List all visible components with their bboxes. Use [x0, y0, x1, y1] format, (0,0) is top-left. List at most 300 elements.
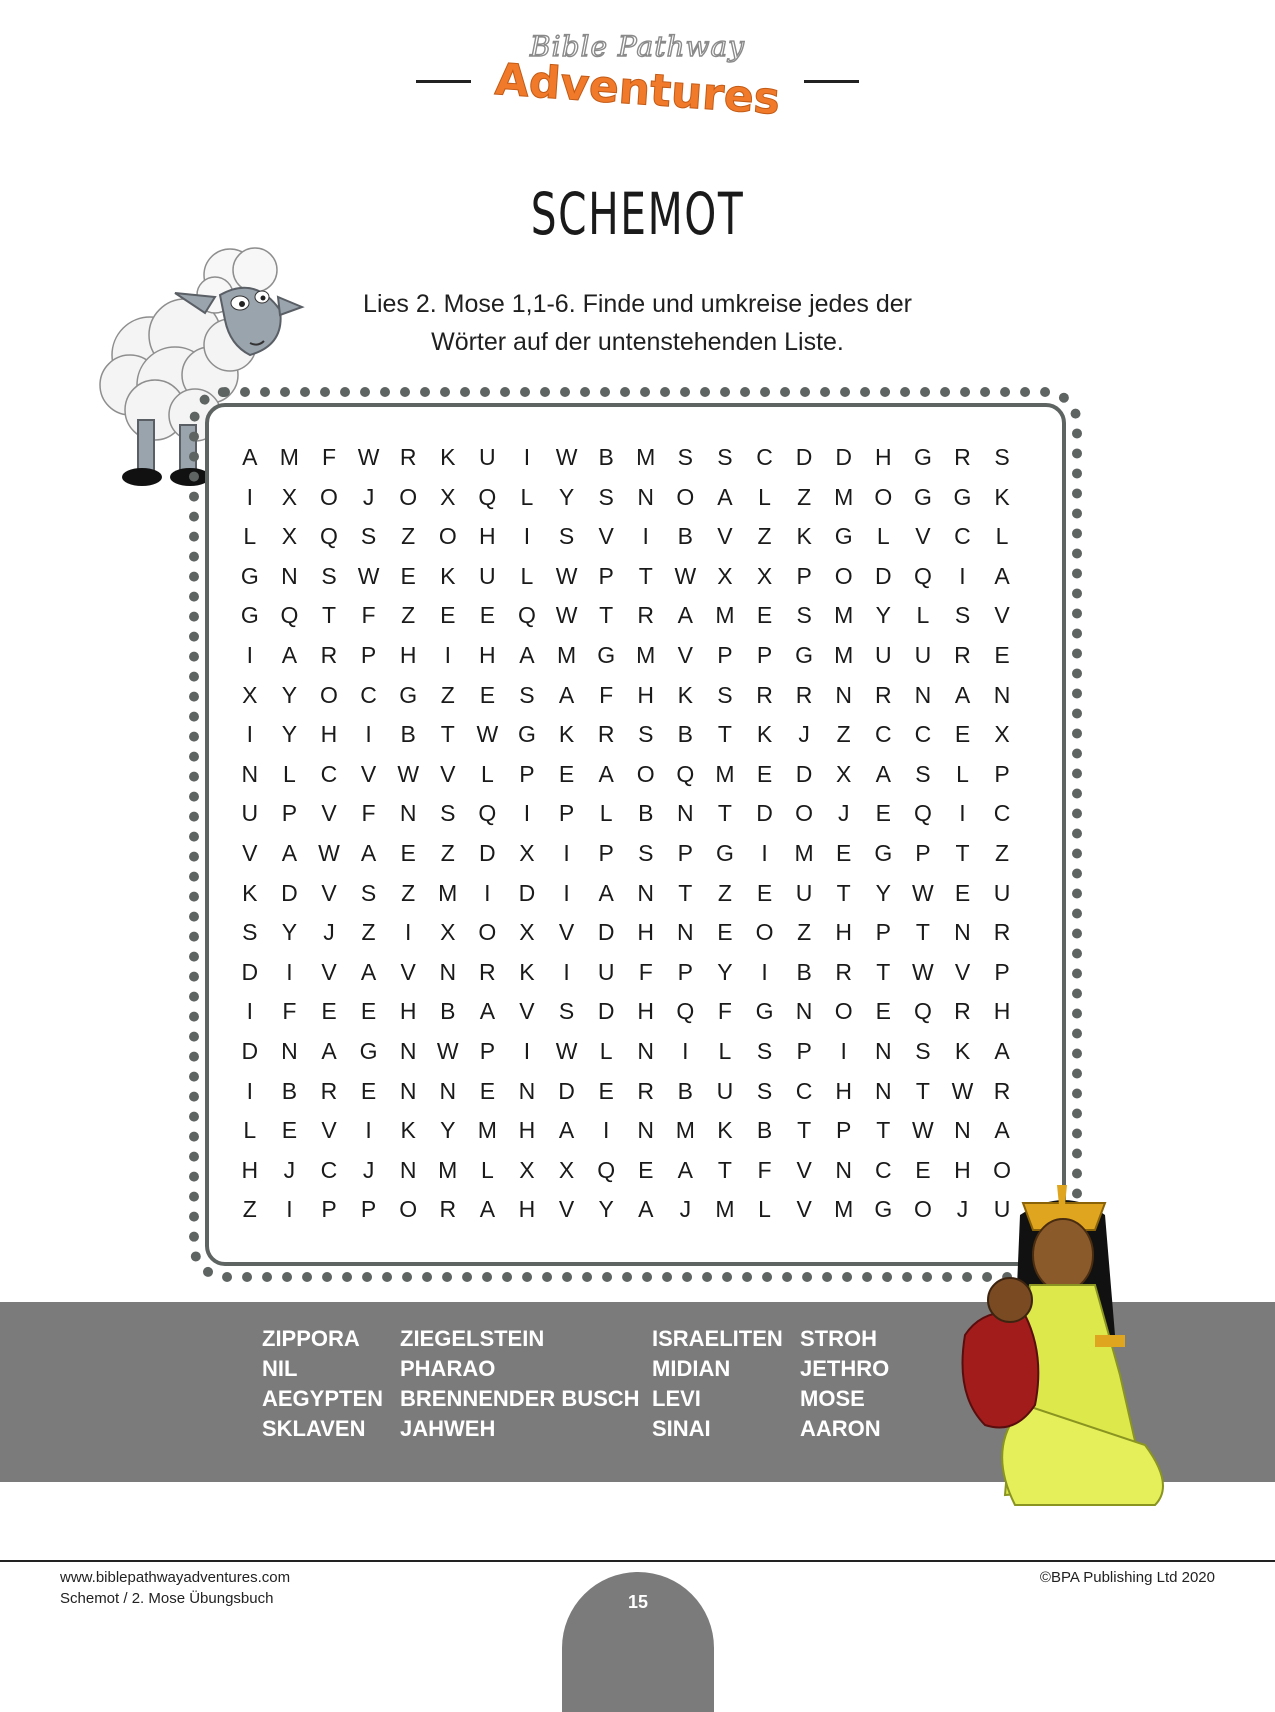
grid-letter[interactable]: I: [484, 879, 491, 906]
grid-letter[interactable]: K: [440, 444, 456, 470]
grid-letter[interactable]: P: [479, 1037, 496, 1064]
grid-letter[interactable]: I: [246, 1077, 253, 1104]
grid-letter[interactable]: L: [243, 1117, 257, 1144]
grid-letter[interactable]: S: [558, 998, 575, 1025]
grid-letter[interactable]: D: [597, 998, 615, 1025]
grid-letter[interactable]: I: [365, 1117, 372, 1144]
grid-letter[interactable]: N: [241, 760, 259, 787]
grid-letter[interactable]: I: [642, 523, 649, 550]
grid-letter[interactable]: N: [954, 919, 971, 946]
grid-letter[interactable]: I: [563, 958, 570, 985]
grid-letter[interactable]: T: [678, 879, 693, 906]
grid-letter[interactable]: E: [479, 681, 496, 708]
grid-letter[interactable]: K: [440, 562, 456, 589]
grid-letter[interactable]: D: [241, 1037, 259, 1064]
grid-letter[interactable]: T: [797, 1117, 812, 1144]
footer-url[interactable]: www.biblepathwayadventures.com: [60, 1569, 291, 1586]
grid-letter[interactable]: M: [279, 444, 299, 470]
grid-letter[interactable]: A: [479, 1196, 496, 1223]
grid-letter[interactable]: A: [242, 444, 258, 470]
grid-letter[interactable]: I: [682, 1037, 689, 1064]
grid-letter[interactable]: K: [954, 1037, 971, 1064]
grid-letter[interactable]: K: [242, 879, 258, 906]
grid-letter[interactable]: S: [519, 681, 535, 708]
grid-letter[interactable]: I: [523, 523, 531, 550]
grid-letter[interactable]: L: [599, 1037, 613, 1064]
grid-letter[interactable]: L: [718, 1037, 732, 1064]
grid-letter[interactable]: W: [397, 760, 420, 787]
grid-letter[interactable]: U: [479, 444, 496, 470]
grid-letter[interactable]: Q: [676, 998, 695, 1025]
grid-letter[interactable]: Y: [875, 879, 891, 906]
grid-letter[interactable]: P: [836, 1117, 852, 1144]
grid-letter[interactable]: X: [281, 483, 298, 510]
grid-letter[interactable]: S: [954, 602, 971, 629]
grid-letter[interactable]: U: [874, 641, 892, 668]
grid-letter[interactable]: M: [556, 641, 577, 668]
grid-letter[interactable]: Y: [717, 958, 733, 985]
grid-letter[interactable]: V: [994, 602, 1010, 629]
grid-letter[interactable]: N: [914, 681, 932, 708]
grid-letter[interactable]: W: [357, 562, 380, 589]
grid-letter[interactable]: A: [558, 681, 575, 708]
grid-letter[interactable]: H: [479, 523, 496, 550]
grid-letter[interactable]: L: [995, 523, 1009, 550]
grid-letter[interactable]: P: [598, 562, 614, 589]
grid-letter[interactable]: F: [599, 681, 614, 708]
grid-letter[interactable]: K: [756, 721, 773, 748]
grid-letter[interactable]: H: [874, 444, 892, 470]
grid-letter[interactable]: J: [362, 1156, 375, 1183]
grid-letter[interactable]: R: [320, 1077, 338, 1104]
grid-letter[interactable]: V: [242, 839, 258, 866]
grid-letter[interactable]: J: [362, 483, 375, 510]
grid-letter[interactable]: I: [444, 641, 451, 668]
grid-letter[interactable]: I: [246, 998, 253, 1025]
grid-letter[interactable]: T: [915, 919, 930, 946]
grid-letter[interactable]: H: [835, 919, 853, 946]
grid-letter[interactable]: C: [756, 444, 773, 470]
grid-letter[interactable]: R: [954, 998, 971, 1025]
grid-letter[interactable]: R: [399, 444, 417, 470]
grid-letter[interactable]: C: [360, 681, 377, 708]
grid-letter[interactable]: A: [598, 760, 614, 787]
grid-letter[interactable]: Z: [440, 681, 455, 708]
grid-letter[interactable]: H: [954, 1156, 971, 1183]
grid-letter[interactable]: D: [795, 760, 813, 787]
grid-letter[interactable]: N: [518, 1077, 536, 1104]
grid-letter[interactable]: O: [399, 483, 418, 510]
grid-letter[interactable]: V: [954, 958, 971, 985]
grid-letter[interactable]: W: [357, 444, 380, 470]
grid-letter[interactable]: E: [360, 998, 377, 1025]
grid-letter[interactable]: N: [281, 562, 298, 589]
grid-letter[interactable]: I: [246, 641, 253, 668]
grid-letter[interactable]: T: [955, 839, 970, 866]
grid-letter[interactable]: V: [321, 1117, 337, 1144]
grid-letter[interactable]: C: [993, 800, 1011, 827]
grid-letter[interactable]: N: [874, 1037, 892, 1064]
grid-letter[interactable]: G: [874, 839, 893, 866]
grid-letter[interactable]: J: [283, 1156, 296, 1183]
grid-letter[interactable]: N: [281, 1037, 298, 1064]
grid-letter[interactable]: S: [558, 523, 575, 550]
grid-letter[interactable]: N: [835, 681, 853, 708]
grid-letter[interactable]: A: [875, 760, 891, 787]
grid-letter[interactable]: N: [399, 1156, 417, 1183]
grid-letter[interactable]: V: [915, 523, 931, 550]
grid-letter[interactable]: S: [717, 444, 733, 470]
grid-letter[interactable]: G: [715, 839, 734, 866]
grid-letter[interactable]: Y: [440, 1117, 456, 1144]
grid-letter[interactable]: Y: [558, 483, 575, 510]
grid-letter[interactable]: C: [874, 1156, 892, 1183]
grid-letter[interactable]: S: [677, 444, 693, 470]
grid-letter[interactable]: P: [796, 562, 812, 589]
grid-letter[interactable]: R: [479, 958, 496, 985]
grid-letter[interactable]: J: [798, 721, 810, 748]
grid-letter[interactable]: A: [598, 879, 614, 906]
grid-letter[interactable]: L: [758, 1196, 771, 1223]
grid-letter[interactable]: F: [282, 998, 297, 1025]
grid-letter[interactable]: P: [994, 958, 1010, 985]
grid-letter[interactable]: E: [954, 879, 971, 906]
grid-letter[interactable]: X: [756, 562, 773, 589]
grid-letter[interactable]: W: [912, 879, 934, 906]
grid-letter[interactable]: G: [240, 562, 259, 589]
grid-letter[interactable]: V: [796, 1156, 812, 1183]
grid-letter[interactable]: O: [834, 562, 853, 589]
grid-letter[interactable]: W: [951, 1077, 974, 1104]
grid-letter[interactable]: S: [638, 721, 654, 748]
grid-letter[interactable]: B: [796, 958, 812, 985]
grid-letter[interactable]: X: [440, 483, 456, 510]
grid-letter[interactable]: K: [677, 681, 693, 708]
grid-letter[interactable]: V: [321, 958, 337, 985]
grid-letter[interactable]: N: [954, 1117, 971, 1144]
grid-letter[interactable]: Z: [995, 839, 1010, 866]
grid-letter[interactable]: O: [676, 483, 695, 510]
grid-letter[interactable]: J: [956, 1196, 969, 1223]
grid-letter[interactable]: W: [674, 562, 697, 589]
grid-letter[interactable]: M: [834, 602, 854, 629]
grid-letter[interactable]: T: [638, 562, 653, 589]
grid-letter[interactable]: H: [320, 721, 338, 748]
grid-letter[interactable]: Q: [597, 1156, 616, 1183]
grid-letter[interactable]: X: [519, 839, 535, 866]
grid-letter[interactable]: B: [598, 444, 614, 470]
grid-letter[interactable]: E: [836, 839, 852, 866]
grid-letter[interactable]: W: [555, 444, 578, 470]
grid-letter[interactable]: X: [558, 1156, 575, 1183]
grid-letter[interactable]: H: [835, 1077, 853, 1104]
grid-letter[interactable]: E: [756, 602, 773, 629]
grid-letter[interactable]: W: [912, 1117, 934, 1144]
grid-letter[interactable]: U: [914, 641, 932, 668]
grid-letter[interactable]: Z: [440, 839, 455, 866]
grid-letter[interactable]: N: [795, 998, 813, 1025]
grid-letter[interactable]: O: [399, 1196, 418, 1223]
grid-letter[interactable]: L: [282, 760, 296, 787]
grid-letter[interactable]: G: [913, 483, 932, 510]
grid-letter[interactable]: A: [717, 483, 733, 510]
grid-letter[interactable]: U: [993, 879, 1011, 906]
grid-letter[interactable]: T: [876, 1117, 891, 1144]
grid-letter[interactable]: M: [477, 1117, 497, 1144]
grid-letter[interactable]: R: [795, 681, 813, 708]
grid-letter[interactable]: P: [875, 919, 891, 946]
grid-letter[interactable]: S: [717, 681, 733, 708]
grid-letter[interactable]: P: [677, 839, 693, 866]
grid-letter[interactable]: M: [675, 1117, 695, 1144]
grid-letter[interactable]: Q: [478, 800, 497, 827]
grid-letter[interactable]: E: [558, 760, 575, 787]
grid-letter[interactable]: S: [440, 800, 456, 827]
grid-letter[interactable]: C: [914, 721, 932, 748]
grid-letter[interactable]: K: [994, 483, 1010, 510]
grid-letter[interactable]: F: [717, 998, 732, 1025]
grid-letter[interactable]: W: [555, 562, 578, 589]
grid-letter[interactable]: I: [286, 1196, 293, 1223]
grid-letter[interactable]: H: [241, 1156, 259, 1183]
grid-letter[interactable]: P: [994, 760, 1010, 787]
grid-letter[interactable]: M: [794, 839, 814, 866]
grid-letter[interactable]: Z: [361, 919, 376, 946]
grid-letter[interactable]: Z: [757, 523, 772, 550]
grid-letter[interactable]: M: [834, 483, 854, 510]
grid-letter[interactable]: A: [954, 681, 971, 708]
grid-letter[interactable]: R: [954, 641, 971, 668]
grid-letter[interactable]: W: [912, 958, 934, 985]
grid-letter[interactable]: B: [756, 1117, 773, 1144]
grid-letter[interactable]: A: [360, 958, 377, 985]
grid-letter[interactable]: S: [756, 1077, 773, 1104]
grid-letter[interactable]: S: [638, 839, 654, 866]
grid-letter[interactable]: H: [637, 919, 655, 946]
grid-letter[interactable]: A: [994, 1037, 1010, 1064]
grid-letter[interactable]: Z: [717, 879, 732, 906]
grid-letter[interactable]: G: [834, 523, 853, 550]
grid-letter[interactable]: E: [756, 879, 773, 906]
grid-letter[interactable]: D: [795, 444, 813, 470]
grid-letter[interactable]: P: [519, 760, 535, 787]
grid-letter[interactable]: Q: [518, 602, 536, 629]
grid-letter[interactable]: R: [954, 444, 971, 470]
grid-letter[interactable]: X: [519, 1156, 535, 1183]
grid-letter[interactable]: A: [519, 641, 535, 668]
grid-letter[interactable]: L: [480, 1156, 494, 1183]
grid-letter[interactable]: C: [320, 1156, 338, 1183]
grid-letter[interactable]: W: [555, 1037, 578, 1064]
grid-letter[interactable]: S: [321, 562, 337, 589]
grid-letter[interactable]: R: [597, 721, 615, 748]
grid-letter[interactable]: R: [320, 641, 338, 668]
grid-letter[interactable]: U: [479, 562, 496, 589]
grid-letter[interactable]: G: [953, 483, 972, 510]
grid-letter[interactable]: G: [874, 1196, 893, 1223]
grid-letter[interactable]: I: [563, 879, 570, 906]
grid-letter[interactable]: V: [400, 958, 416, 985]
grid-letter[interactable]: N: [993, 681, 1011, 708]
grid-letter[interactable]: H: [637, 681, 655, 708]
grid-letter[interactable]: Q: [320, 523, 338, 550]
grid-letter[interactable]: M: [715, 602, 735, 629]
grid-letter[interactable]: S: [242, 919, 258, 946]
grid-letter[interactable]: N: [399, 1077, 417, 1104]
grid-letter[interactable]: Z: [836, 721, 851, 748]
grid-letter[interactable]: R: [756, 681, 773, 708]
grid-letter[interactable]: I: [563, 839, 570, 866]
grid-letter[interactable]: R: [874, 681, 892, 708]
grid-letter[interactable]: T: [717, 800, 732, 827]
grid-letter[interactable]: J: [679, 1196, 692, 1223]
grid-letter[interactable]: Z: [401, 602, 416, 629]
grid-letter[interactable]: L: [520, 562, 534, 589]
grid-letter[interactable]: X: [994, 721, 1010, 748]
grid-letter[interactable]: R: [835, 958, 853, 985]
grid-letter[interactable]: W: [555, 602, 578, 629]
grid-letter[interactable]: I: [959, 800, 966, 827]
grid-letter[interactable]: N: [637, 879, 655, 906]
grid-letter[interactable]: E: [915, 1156, 931, 1183]
grid-letter[interactable]: M: [834, 1196, 854, 1223]
grid-letter[interactable]: I: [523, 1037, 531, 1064]
grid-letter[interactable]: E: [479, 602, 496, 629]
grid-letter[interactable]: Q: [478, 483, 497, 510]
grid-letter[interactable]: A: [638, 1196, 654, 1223]
grid-letter[interactable]: I: [246, 721, 253, 748]
grid-letter[interactable]: U: [241, 800, 259, 827]
grid-letter[interactable]: C: [795, 1077, 813, 1104]
grid-letter[interactable]: H: [993, 998, 1011, 1025]
grid-letter[interactable]: Z: [797, 483, 812, 510]
grid-letter[interactable]: X: [717, 562, 733, 589]
grid-letter[interactable]: L: [520, 483, 534, 510]
grid-letter[interactable]: P: [915, 839, 931, 866]
grid-letter[interactable]: O: [755, 919, 774, 946]
grid-letter[interactable]: G: [755, 998, 774, 1025]
grid-letter[interactable]: G: [597, 641, 616, 668]
grid-letter[interactable]: P: [756, 641, 773, 668]
grid-letter[interactable]: N: [439, 1077, 457, 1104]
grid-letter[interactable]: O: [913, 1196, 932, 1223]
grid-letter[interactable]: H: [479, 641, 496, 668]
grid-letter[interactable]: T: [717, 721, 732, 748]
grid-letter[interactable]: X: [519, 919, 535, 946]
grid-letter[interactable]: P: [717, 641, 733, 668]
grid-letter[interactable]: N: [677, 919, 694, 946]
grid-letter[interactable]: P: [598, 839, 614, 866]
grid-letter[interactable]: H: [637, 998, 655, 1025]
grid-letter[interactable]: A: [677, 602, 693, 629]
grid-letter[interactable]: U: [795, 879, 813, 906]
grid-letter[interactable]: V: [519, 998, 535, 1025]
grid-letter[interactable]: L: [876, 523, 890, 550]
grid-letter[interactable]: V: [558, 919, 575, 946]
grid-letter[interactable]: F: [361, 800, 376, 827]
grid-letter[interactable]: N: [439, 958, 457, 985]
grid-letter[interactable]: N: [399, 800, 417, 827]
grid-letter[interactable]: S: [598, 483, 614, 510]
grid-letter[interactable]: T: [599, 602, 614, 629]
grid-letter[interactable]: F: [321, 444, 337, 470]
grid-letter[interactable]: O: [438, 523, 457, 550]
grid-letter[interactable]: V: [440, 760, 456, 787]
grid-letter[interactable]: M: [636, 641, 656, 668]
grid-letter[interactable]: V: [360, 760, 377, 787]
grid-letter[interactable]: B: [677, 523, 693, 550]
grid-letter[interactable]: Q: [913, 800, 932, 827]
grid-letter[interactable]: E: [440, 602, 456, 629]
grid-letter[interactable]: O: [874, 483, 893, 510]
grid-letter[interactable]: D: [281, 879, 298, 906]
grid-letter[interactable]: K: [519, 958, 535, 985]
grid-letter[interactable]: P: [677, 958, 693, 985]
grid-letter[interactable]: A: [321, 1037, 337, 1064]
grid-letter[interactable]: O: [320, 681, 338, 708]
grid-letter[interactable]: E: [875, 800, 891, 827]
grid-letter[interactable]: E: [598, 1077, 614, 1104]
grid-letter[interactable]: I: [286, 958, 293, 985]
grid-letter[interactable]: C: [954, 523, 971, 550]
grid-letter[interactable]: S: [756, 1037, 773, 1064]
grid-letter[interactable]: E: [994, 641, 1010, 668]
grid-letter[interactable]: U: [597, 958, 615, 985]
grid-letter[interactable]: J: [837, 800, 850, 827]
grid-letter[interactable]: I: [523, 444, 531, 470]
grid-letter[interactable]: D: [518, 879, 536, 906]
grid-letter[interactable]: Z: [401, 523, 416, 550]
grid-letter[interactable]: N: [637, 1117, 655, 1144]
grid-letter[interactable]: Z: [797, 919, 812, 946]
grid-letter[interactable]: G: [240, 602, 259, 629]
grid-letter[interactable]: S: [915, 1037, 931, 1064]
grid-letter[interactable]: E: [875, 998, 891, 1025]
grid-letter[interactable]: P: [558, 800, 575, 827]
grid-letter[interactable]: Y: [281, 721, 298, 748]
grid-letter[interactable]: Y: [598, 1196, 614, 1223]
grid-letter[interactable]: R: [439, 1196, 457, 1223]
grid-letter[interactable]: N: [637, 483, 655, 510]
grid-letter[interactable]: P: [796, 1037, 812, 1064]
grid-letter[interactable]: Y: [875, 602, 891, 629]
grid-letter[interactable]: X: [440, 919, 456, 946]
grid-letter[interactable]: B: [400, 721, 416, 748]
grid-letter[interactable]: S: [915, 760, 931, 787]
grid-letter[interactable]: O: [993, 1156, 1012, 1183]
grid-letter[interactable]: E: [400, 839, 416, 866]
grid-letter[interactable]: S: [360, 523, 377, 550]
grid-letter[interactable]: G: [913, 444, 932, 470]
grid-letter[interactable]: U: [993, 1196, 1011, 1223]
grid-letter[interactable]: O: [795, 800, 814, 827]
grid-letter[interactable]: X: [281, 523, 298, 550]
grid-letter[interactable]: L: [480, 760, 494, 787]
grid-letter[interactable]: H: [399, 998, 417, 1025]
grid-letter[interactable]: Q: [280, 602, 299, 629]
grid-letter[interactable]: W: [436, 1037, 459, 1064]
grid-letter[interactable]: P: [321, 1196, 337, 1223]
grid-letter[interactable]: M: [715, 1196, 735, 1223]
grid-letter[interactable]: S: [994, 444, 1010, 470]
grid-letter[interactable]: Y: [281, 919, 298, 946]
grid-letter[interactable]: E: [717, 919, 733, 946]
grid-letter[interactable]: I: [246, 483, 253, 510]
grid-letter[interactable]: Y: [281, 681, 298, 708]
grid-letter[interactable]: I: [959, 562, 966, 589]
grid-letter[interactable]: P: [360, 641, 377, 668]
grid-letter[interactable]: R: [637, 602, 655, 629]
